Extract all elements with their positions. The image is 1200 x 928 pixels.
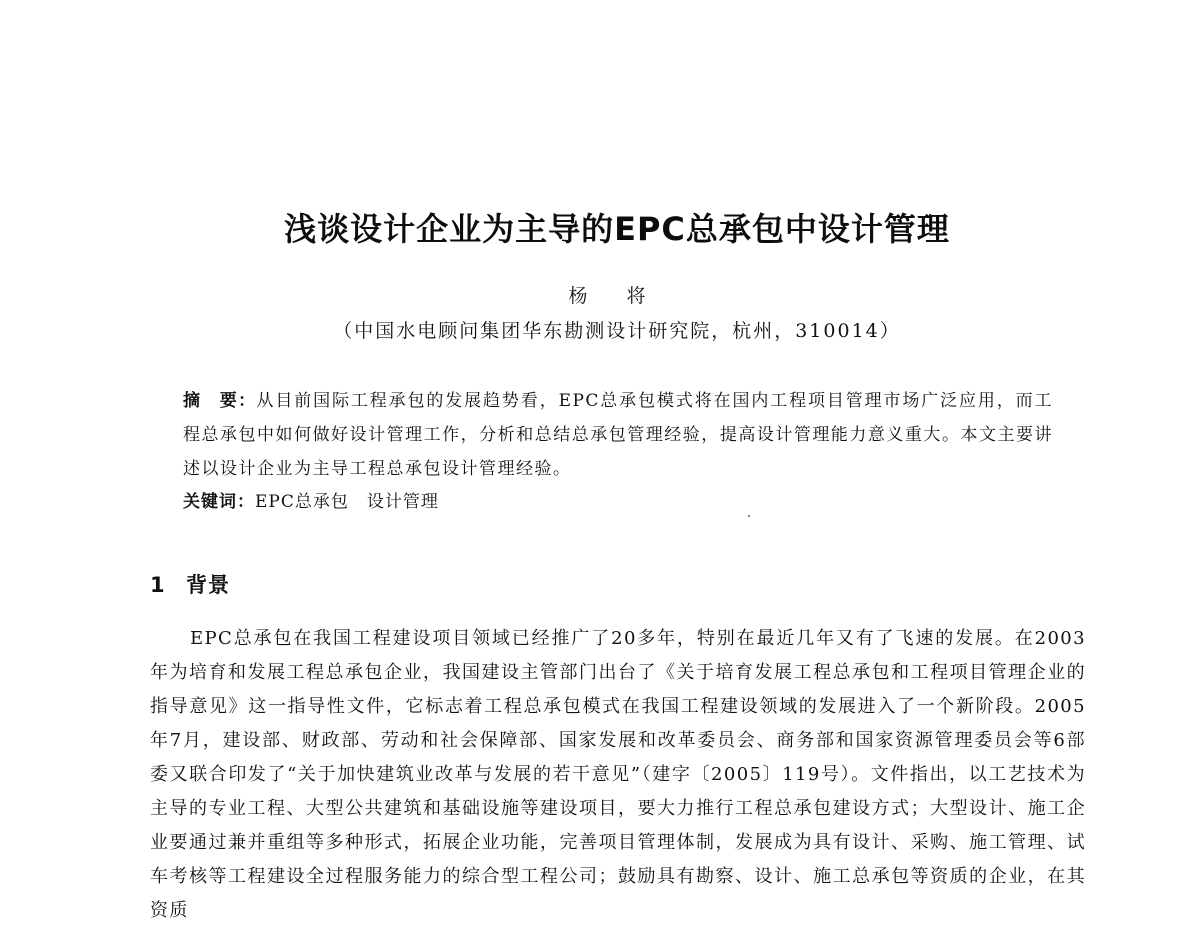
- author-name: 杨 将: [568, 285, 656, 307]
- abstract-text: 从目前国际工程承包的发展趋势看，EPC总承包模式将在国内工程项目管理市场广泛应用，而工程总承包中如何做好设计管理工作，分析和总结总承包管理经验，提高设计管理能力意义重大。本文主要讲述以设计企业为主导工程总承包设计管理经验。: [183, 391, 1053, 479]
- keywords-label: 关键词：: [183, 492, 255, 512]
- abstract-label: 摘 要：: [183, 391, 257, 411]
- abstract-block: [183, 384, 1053, 486]
- section-title: 背景: [186, 573, 230, 597]
- paper-title: 浅谈设计企业为主导的EPC总承包中设计管理: [284, 210, 950, 248]
- section-heading: [150, 570, 230, 600]
- scan-speck: [748, 515, 750, 517]
- section-number: 1: [150, 573, 166, 597]
- body-paragraph: EPC总承包在我国工程建设项目领域已经推广了20多年，特别在最近几年又有了飞速的发展。在2003年为培育和发展工程总承包企业，我国建设主管部门出台了《关于培育发展工程总承包和工程项目管理企业的指导意见》这一指导性文件，它标志着工程总承包模式在我国工程建设领域的发展进入了一个新阶段。2005年7月，建设部、财政部、劳动和社会保障部、国家发展和改革委员会、商务部和国家资源管理委员会等6部委又联合印发了“关于加快建筑业改革与发展的若干意见”（建字〔2005〕119号）。文件指出，以工艺技术为主导的专业工程、大型公共建筑和基础设施等建设项目，要大力推行工程总承包建设方式；大型设计、施工企业要通过兼并重组等多种形式，拓展企业功能，完善项目管理体制，发展成为具有设计、采购、施工管理、试车考核等工程建设全过程服务能力的综合型工程公司；鼓励具有勘察、设计、施工总承包等资质的企业，在其资质: [150, 628, 1086, 921]
- keywords-block: [183, 487, 1053, 517]
- keywords-text: EPC总承包 设计管理: [255, 492, 439, 512]
- author-affiliation: （中国水电顾问集团华东勘测设计研究院，杭州，310014）: [333, 320, 901, 342]
